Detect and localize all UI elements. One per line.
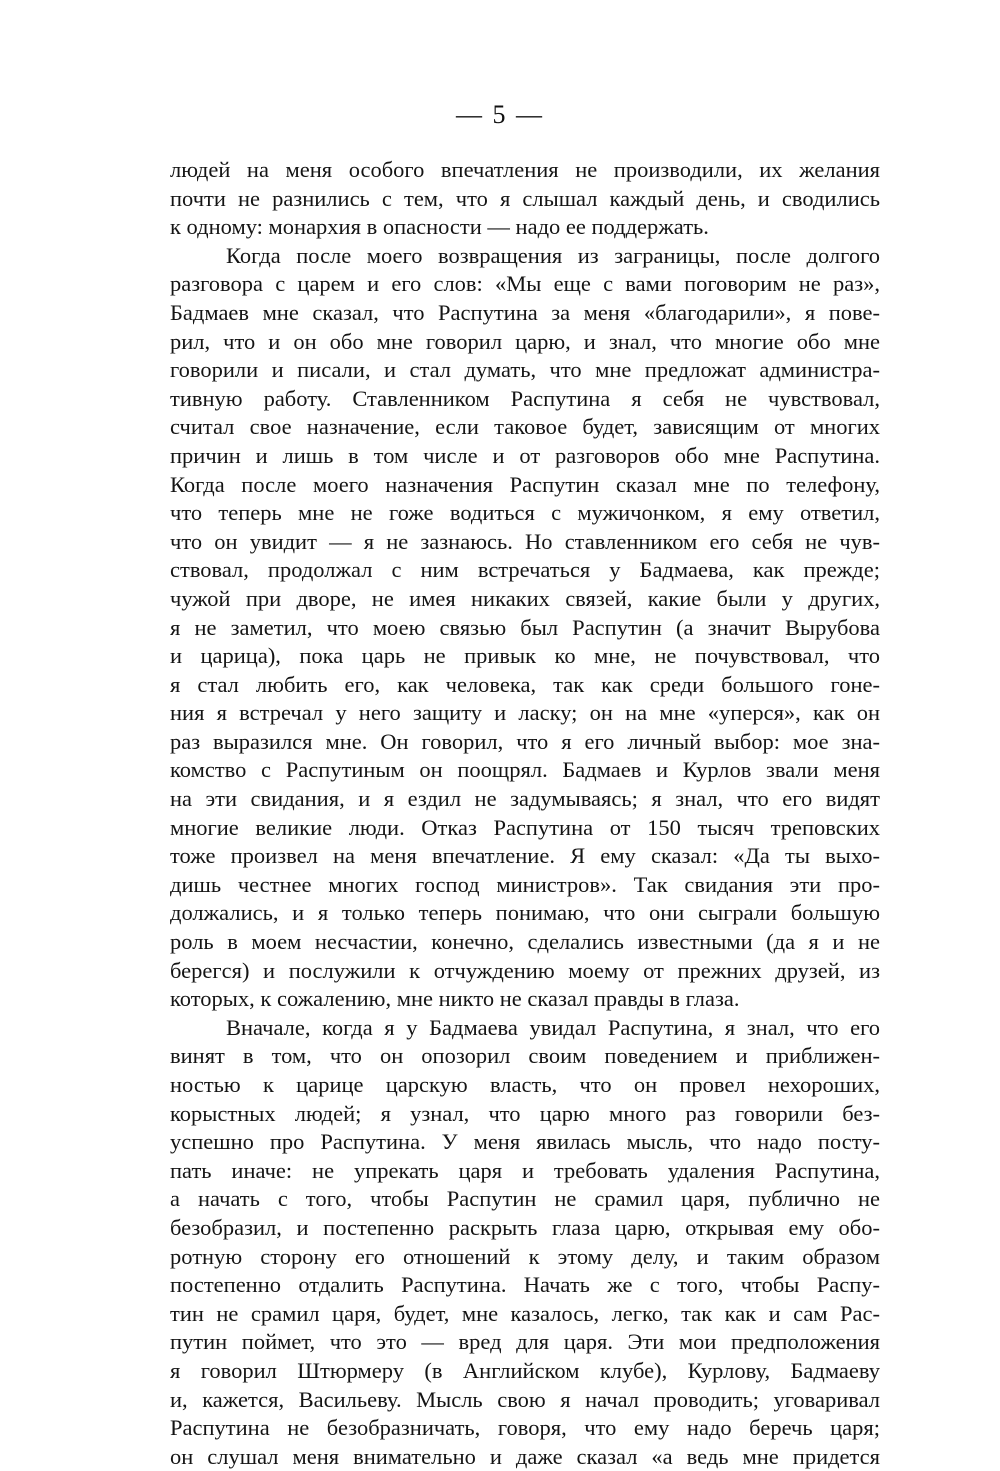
text-line: дишь честнее многих господ министров». Так свидания эти про- <box>170 871 880 897</box>
text-line: на эти свидания, и я ездил не задумываясь; я знал, что его видят <box>170 786 880 812</box>
text-line: винят в том, что он опозорил своим поведением и приближен- <box>170 1043 880 1069</box>
text-line: Когда после моего назначения Распутин сказал мне по телефону, <box>170 471 880 497</box>
text-line: я стал любить его, как человека, так как среди большого гоне- <box>170 671 880 697</box>
text-line: успешно про Распутина. У меня явилась мысль, что надо посту- <box>170 1129 880 1155</box>
text-line: рил, что и он обо мне говорил царю, и знал, что многие обо мне <box>170 328 880 354</box>
text-line: комство с Распутиным он поощрял. Бадмаев и Курлов звали меня <box>170 757 880 783</box>
text-line: Распутина не безобразничать, говоря, что ему надо беречь царя; <box>170 1415 880 1441</box>
text-line: роль в моем несчастии, конечно, сделались известными (да я и не <box>170 929 880 955</box>
text-line: Бадмаев мне сказал, что Распутина за меня «благодарили», я пове- <box>170 299 880 325</box>
text-line: причин и лишь в том числе и от разговоров обо мне Распутина. <box>170 442 880 468</box>
text-line: берегся) и послужили к отчуждению моему от прежних друзей, из <box>170 957 880 983</box>
text-line: ствовал, продолжал с ним встречаться у Бадмаева, как прежде; <box>170 557 880 583</box>
text-line: людей на меня особого впечатления не производили, их желания <box>170 157 880 182</box>
body-text <box>170 156 880 1471</box>
text-line: многие великие люди. Отказ Распутина от 150 тысяч треповских <box>170 814 880 840</box>
text-line: пать иначе: не упрекать царя и требовать удаления Распутина, <box>170 1157 880 1183</box>
text-line: тоже произвел на меня впечатление. Я ему сказал: «Да ты выхо- <box>170 843 880 869</box>
text-line: что он увидит — я не зазнаюсь. Но ставленником его себя не чув- <box>170 528 880 554</box>
text-line: я не заметил, что моею связью был Распутин (а значит Вырубова <box>170 614 880 640</box>
text-line: разговора с царем и его слов: «Мы еще с вами поговорим не раз», <box>170 271 880 297</box>
text-line: Вначале, когда я у Бадмаева увидал Распутина, я знал, что его <box>226 1014 880 1040</box>
text-line: ротную сторону его отношений к этому делу, и таким образом <box>170 1243 880 1269</box>
text-line: чужой при дворе, не имея никаких связей, какие были у других, <box>170 585 880 611</box>
text-line: ностью к царице царскую власть, что он провел нехороших, <box>170 1072 880 1097</box>
text-line: я говорил Штюрмеру (в Английском клубе), Курлову, Бадмаеву <box>170 1357 880 1383</box>
text-line: он слушал меня внимательно и даже сказал «а ведь мне придется <box>170 1443 880 1469</box>
text-line: должались, и я только теперь понимаю, что они сыграли большую <box>170 900 880 926</box>
text-line: тивную работу. Ставленником Распутина я себя не чувствовал, <box>170 385 880 411</box>
text-line: к одному: монархия в опасности — надо ее поддержать. <box>170 214 709 240</box>
text-line: что теперь мне не гоже водиться с мужичонком, я ему ответил, <box>170 500 880 526</box>
page-number: — 5 — <box>456 100 544 129</box>
text-line: считал свое назначение, если таковое будет, зависящим от многих <box>170 414 880 440</box>
text-line: которых, к сожалению, мне никто не сказал правды в глаза. <box>170 986 740 1012</box>
text-line: и, кажется, Васильеву. Мысль свою я начал проводить; уговаривал <box>170 1386 880 1412</box>
text-line: постепенно отдалить Распутина. Начать же с того, чтобы Распу- <box>170 1272 880 1298</box>
text-line: путин поймет, что это — вред для царя. Эти мои предположения <box>170 1329 880 1355</box>
text-line: а начать с того, чтобы Распутин не срамил царя, публично не <box>170 1186 880 1212</box>
text-line: говорили и писали, и стал думать, что мне предложат администра- <box>170 357 880 383</box>
text-line: корыстных людей; я узнал, что царю много раз говорили без- <box>170 1100 880 1126</box>
text-line: раз выразился мне. Он говорил, что я его личный выбор: мое зна- <box>170 728 880 754</box>
text-line: ния я встречал у него защиту и ласку; он на мне «уперся», как он <box>170 700 880 726</box>
text-line: тин не срамил царя, будет, мне казалось, легко, так как и сам Рас- <box>170 1300 880 1326</box>
text-line: почти не разнились с тем, что я слышал каждый день, и сводились <box>170 185 880 211</box>
text-line: Когда после моего возвращения из заграницы, после долгого <box>226 242 880 268</box>
text-line: и царица), пока царь не привык ко мне, не почувствовал, что <box>170 643 880 669</box>
text-line: безобразил, и постепенно раскрыть глаза царю, открывая ему обо- <box>170 1214 880 1240</box>
